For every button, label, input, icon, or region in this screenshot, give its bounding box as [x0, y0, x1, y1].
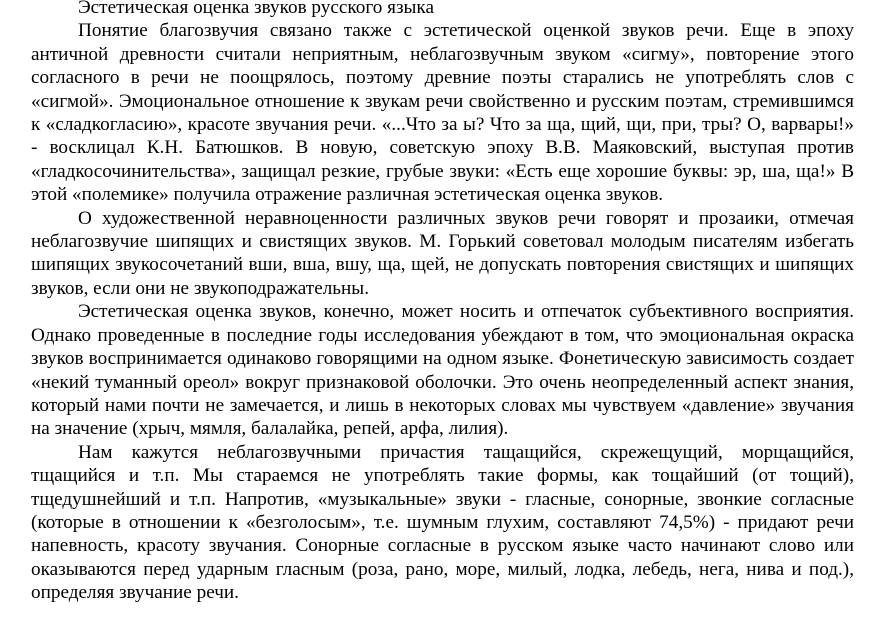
paragraph-participles: Нам кажутся неблагозвучными причастия тащащийся, скрежещущий, морщащийся, тщащийся и т.п. Мы стараемся не употреблять такие формы, как тощайший (от тощий), тщедушнейший и т.п. Напротив, «музыкальные» звуки - гласные, сонорные, звонкие согласные (которые в отношении к «безголосым», т.е. шумным глухим, составляют 74,5%) - придают речи напевность, красоту звучания. Сонорные согласные в русском языке часто начинают слово или оказываются перед ударным гласным (роза, рано, море, милый, лодка, лебедь, нега, нива и под.), определяя звучание речи.: [31, 441, 854, 604]
paragraph-prose-writers: О художественной неравноценности различных звуков речи говорят и прозаики, отмечая неблагозвучие шипящих и свистящих звуков. М. Горький советовал молодым писателям избегать шипящих звукосочетаний вши, вша, вшу, ща, щей, не допускать повторения свистящих и шипящих звуков, если они не звукоподражательны.: [31, 207, 854, 299]
paragraph-euphony: Понятие благозвучия связано также с эстетической оценкой звуков речи. Еще в эпоху античной древности считали неприятным, неблагозвучным звуком «сигму», повторение этого согласного в речи не поощрялось, поэтому древние поэты старались не употреблять слов с «сигмой». Эмоциональное отношение к звукам речи свойственно и русским поэтам, стремившимся к «сладкогласию», красоте звучания речи. «...Что за ы? Что за ща, щий, щи, при, тры? О, варвары!» - восклицал К.Н. Батюшков. В новую, советскую эпоху В.В. Маяковский, выступая против «гладкосочинительства», защищал резкие, грубые звуки: «Есть еще хорошие буквы: эр, ша, ща!» В этой «полемике» получила отражение различная эстетическая оценка звуков.: [31, 20, 854, 206]
paragraph-subjective-perception: Эстетическая оценка звуков, конечно, может носить и отпечаток субъективного восприятия. Однако проведенные в последние годы исследования убеждают в том, что эмоциональная окраска звуков воспринимается одинаково говорящими на одном языке. Фонетическую зависимость создает «некий туманный ореол» вокруг признаковой оболочки. Это очень неопределенный аспект знания, который нами почти не замечается, и лишь в некоторых словах мы чувствуем «давление» звучания на значение (хрыч, мямля, балалайка, репей, арфа, лилия).: [31, 301, 854, 440]
document-title: Эстетическая оценка звуков русского языка: [78, 0, 434, 18]
